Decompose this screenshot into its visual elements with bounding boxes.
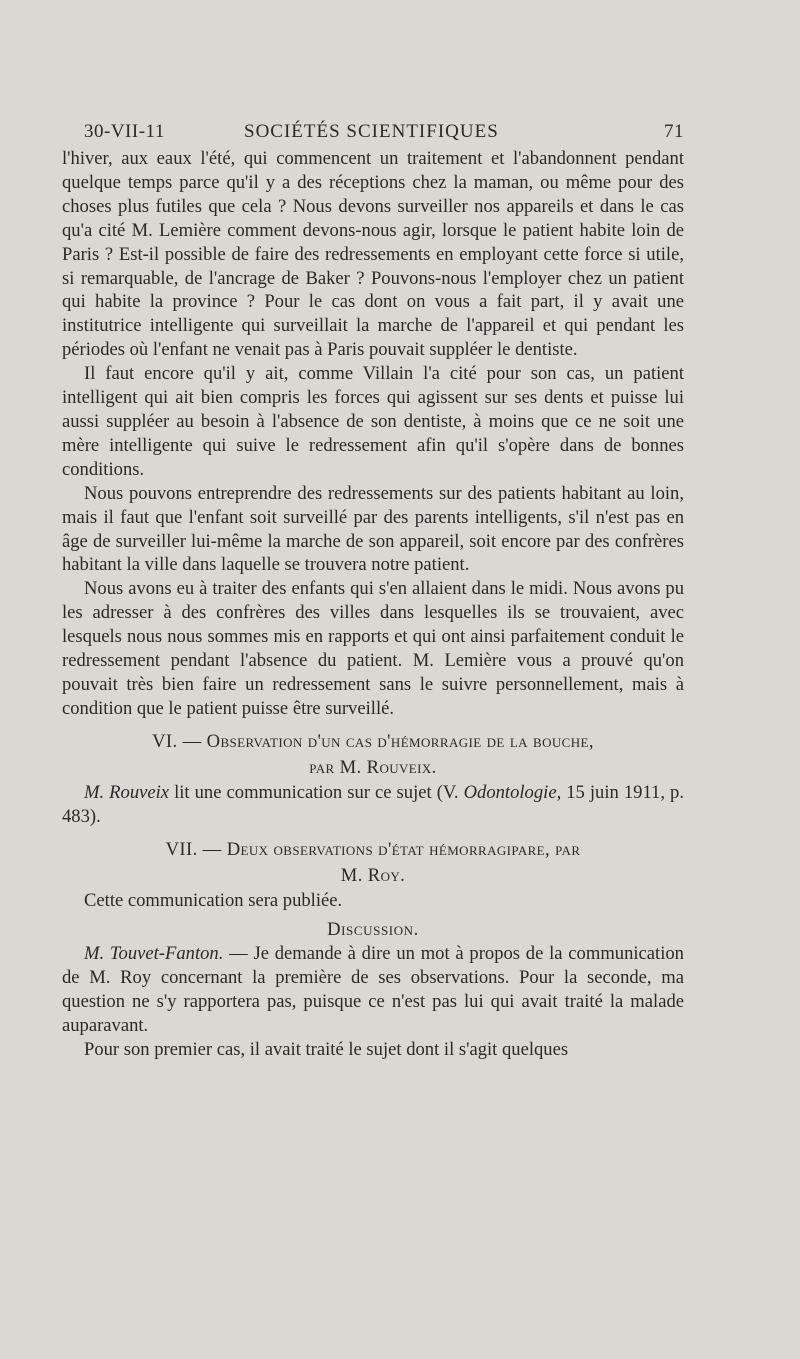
section-heading-line: VII. — Deux observations d'état hémorragipare, par bbox=[165, 838, 581, 860]
paragraph: Il faut encore qu'il y ait, comme Villain l'a cité pour son cas, un patient intelligent qui ait bien compris les forces qui agissent sur ses dents et puisse lui aussi suppléer au besoin à l'absence de son dentiste, à moins que ce ne soit une mère intelligente qui suive le redressement afin qu'il s'opère dans de bonnes conditions. bbox=[62, 363, 684, 480]
section-heading-vii bbox=[62, 837, 684, 889]
paragraph: Nous avons eu à traiter des enfants qui s'en allaient dans le midi. Nous avons pu les adresser à des confrères des villes dans lesquelles ils se trouvaient, avec lesquels nous nous sommes mis en rapports et qui ont ainsi parfaitement conduit le redressement pendant l'absence du patient. M. Lemière vous a prouvé qu'on pouvait très bien faire un redressement sans le suivre personnellement, mais à condition que le patient puisse être surveillé. bbox=[62, 578, 684, 719]
section-heading-line: VI. — Observation d'un cas d'hémorragie de la bouche, bbox=[152, 730, 594, 752]
discussion-heading: Discussion. bbox=[327, 919, 419, 941]
section-heading-line: par M. Rouveix. bbox=[309, 756, 437, 778]
header-date: 30-VII-11 bbox=[84, 121, 165, 142]
speaker-name: M. Touvet-Fanton. bbox=[84, 943, 224, 965]
page-body bbox=[62, 147, 684, 1062]
page-number: 71 bbox=[664, 121, 684, 142]
section-heading-vi bbox=[62, 729, 684, 781]
paragraph: Nous pouvons entreprendre des redressements sur des patients habitant au loin, mais il faut que l'enfant soit surveillé par des parents intelligents, s'il n'est pas en âge de surveiller lui-même la marche de son appareil, soit encore par des confrères habitant la ville dans laquelle se trouvera notre patient. bbox=[62, 482, 684, 576]
author-name: M. Rouveix bbox=[84, 781, 170, 803]
running-header bbox=[84, 121, 684, 147]
section-vi-text: M. Rouveix lit une communication sur ce sujet (V. Odontologie, 15 juin 1911, p. 483). bbox=[62, 781, 684, 827]
discussion-paragraph-continued: Pour son premier cas, il avait traité le sujet dont il s'agit quelques bbox=[84, 1039, 569, 1060]
journal-name: Odontologie, bbox=[463, 781, 562, 803]
section-vii-text: Cette communication sera publiée. bbox=[84, 889, 343, 911]
section-heading-line: M. Roy. bbox=[340, 864, 406, 886]
header-title: SOCIÉTÉS SCIENTIFIQUES bbox=[244, 121, 499, 142]
discussion-paragraph: M. Touvet-Fanton. — Je demande à dire un mot à propos de la communication de M. Roy concernant la première de ses observations. Pour la seconde, ma question ne s'y rapportera pas, puisque ce n'est pas lui qui avait traité la malade auparavant. bbox=[62, 943, 684, 1037]
paragraph: l'hiver, aux eaux l'été, qui commencent un traitement et l'abandonnent pendant quelque temps parce qu'il y a des réceptions chez la maman, ou même pour des choses plus futiles que cela ? Nous devons surveiller nos appareils et dans le cas qu'a cité M. Lemière comment devons-nous agir, lorsque le patient habite loin de Paris ? Est-il possible de faire des redressements en employant cette force si utile, si remarquable, de l'ancrage de Baker ? Pouvons-nous l'employer chez un patient qui habite la province ? Pour le cas dont on vous a fait part, il y avait une institutrice intelligente qui surveillait la marche de l'appareil et qui pendant les périodes où l'enfant ne venait pas à Paris pouvait suppléer le dentiste. bbox=[62, 148, 684, 361]
